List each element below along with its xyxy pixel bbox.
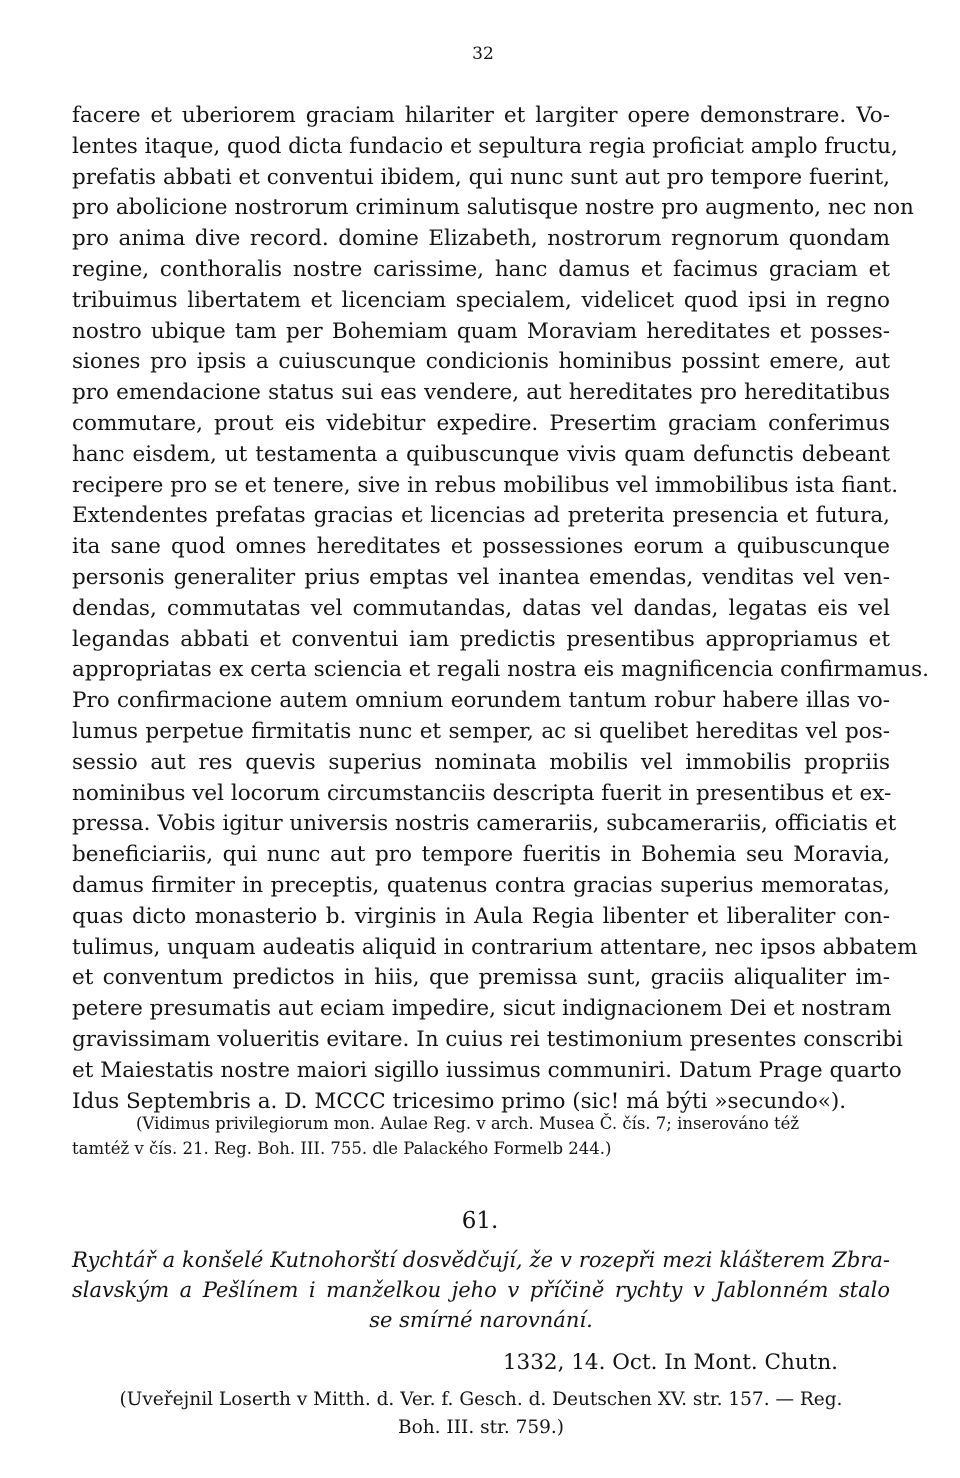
body-line: legandas abbati et conventui iam predictis presentibus appropriamus et: [72, 626, 890, 652]
body-line: tulimus, unquam audeatis aliquid in contrarium attentare, nec ipsos abbatem: [72, 934, 918, 960]
body-line: sessio aut res quevis superius nominata mobilis vel immobilis propriis: [72, 749, 890, 775]
body-line: et conventum predictos in hiis, que premissa sunt, graciis aliqualiter im-: [72, 965, 890, 991]
footnote-line: tamtéž v čís. 21. Reg. Boh. III. 755. dle Palackého Formelb 244.): [72, 1139, 612, 1158]
body-line: gravissimam volueritis evitare. In cuius rei testimonium presentes conscribi: [72, 1026, 903, 1052]
body-line: facere et uberiorem graciam hilariter et largiter opere demonstrare. Vo-: [72, 103, 890, 128]
body-line: appropriatas ex certa sciencia et regali nostra eis magnificencia confirmamus.: [72, 657, 929, 683]
body-line: personis generaliter prius emptas vel inantea emendas, venditas vel ven-: [72, 564, 890, 590]
dateline: 1332, 14. Oct. In Mont. Chutn.: [502, 1350, 838, 1375]
body-line: beneficiariis, qui nunc aut pro tempore fueritis in Bohemia seu Moravia,: [72, 842, 890, 868]
body-line: pro anima dive record. domine Elizabeth, nostrorum regnorum quondam: [72, 226, 890, 252]
body-line: siones pro ipsis a cuiuscunque condicionis hominibus possint emere, aut: [72, 349, 890, 375]
body-line: pro abolicione nostrorum criminum salutisque nostre pro augmento, nec non: [72, 195, 914, 221]
heading-line: se smírné narovnání.: [369, 1308, 593, 1332]
body-line: prefatis abbati et conventui ibidem, qui nunc sunt aut pro tempore fuerint,: [72, 164, 890, 190]
body-line: quas dicto monasterio b. virginis in Aula Regia libenter et liberaliter con-: [72, 903, 890, 929]
heading-line: slavským a Pešlínem i manželkou jeho v příčině rychty v Jablonném stalo: [72, 1278, 890, 1302]
body-line: pressa. Vobis igitur universis nostris camerariis, subcamerariis, officiatis et: [72, 811, 897, 837]
body-line: et Maiestatis nostre maiori sigillo iussimus communiri. Datum Prage quarto: [72, 1057, 902, 1083]
body-line: damus firmiter in preceptis, quatenus contra gracias superius memoratas,: [72, 872, 890, 898]
body-line: lumus perpetue firmitatis nunc et semper, ac si quelibet hereditas vel pos-: [72, 718, 890, 744]
heading-line: Rychtář a konšelé Kutnohorští dosvědčují, že v rozepři mezi klášterem Zbra-: [72, 1248, 890, 1272]
body-line: nostro ubique tam per Bohemiam quam Moraviam hereditates et posses-: [72, 318, 890, 344]
source-note-line: Boh. III. str. 759.): [397, 1417, 564, 1438]
body-line: pro emendacione status sui eas vendere, aut hereditates pro hereditatibus: [72, 380, 890, 406]
body-line: lentes itaque, quod dicta fundacio et sepultura regia proficiat amplo fructu,: [72, 133, 898, 159]
body-line: Idus Septembris a. D. MCCC tricesimo primo (sic! má býti »secundo«).: [72, 1088, 847, 1114]
charter-body-text: [72, 101, 929, 1117]
body-line: ita sane quod omnes hereditates et possessiones eorum a quibuscunque: [72, 534, 890, 560]
body-line: recipere pro se et tenere, sive in rebus mobilibus vel immobilibus ista fiant.: [72, 472, 899, 498]
body-line: petere presumatis aut eciam impedire, sicut indignacionem Dei et nostram: [72, 996, 892, 1022]
document-number: 61.: [461, 1208, 499, 1234]
body-line: dendas, commutatas vel commutandas, datas vel dandas, legatas eis vel: [72, 595, 890, 621]
footnote-line: (Vidimus privilegiorum mon. Aulae Reg. v arch. Musea Č. čís. 7; inserováno též: [136, 1114, 800, 1133]
body-line: tribuimus libertatem et licenciam specialem, videlicet quod ipsi in regno: [72, 287, 890, 313]
body-line: commutare, prout eis videbitur expedire. Presertim graciam conferimus: [72, 410, 890, 436]
document-heading: [72, 1245, 890, 1335]
body-line: hanc eisdem, ut testamenta a quibuscunque vivis quam defunctis debeant: [72, 441, 890, 467]
body-line: nominibus vel locorum circumstanciis descripta fuerit in presentibus et ex-: [72, 780, 892, 806]
footnote-vidimus: [72, 1111, 890, 1161]
body-line: Pro confirmacione autem omnium eorundem tantum robur habere illas vo-: [72, 688, 890, 714]
body-line: Extendentes prefatas gracias et licencias ad preterita presencia et futura,: [72, 503, 890, 529]
body-line: regine, conthoralis nostre carissime, hanc damus et facimus graciam et: [72, 256, 890, 282]
source-note-line: (Uveřejnil Loserth v Mitth. d. Ver. f. Gesch. d. Deutschen XV. str. 157. — Reg.: [119, 1389, 843, 1410]
page-number: 32: [472, 44, 494, 64]
source-note: [72, 1386, 890, 1442]
